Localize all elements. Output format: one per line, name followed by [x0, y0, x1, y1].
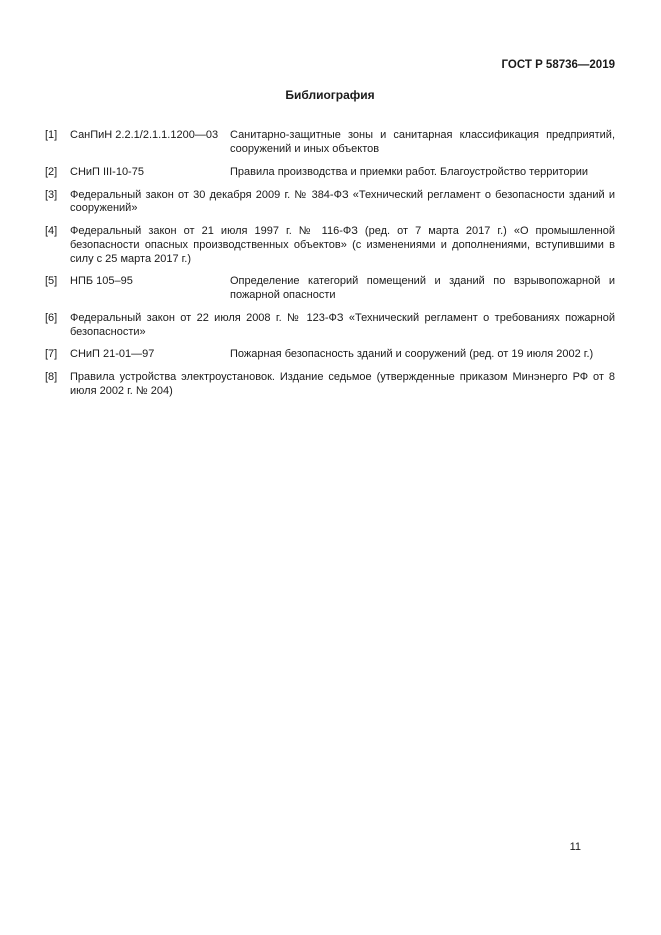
- entry-number: [6]: [45, 311, 58, 324]
- entry-description: Правила устройства электроустановок. Издание седьмое (утвержденные приказом Минэнерго РФ от 8 июля 2002 г. № 204): [70, 371, 615, 397]
- entry-description: Федеральный закон от 22 июля 2008 г. № 123-ФЗ «Технический регламент о требованиях пожарной безопасности»: [70, 311, 615, 338]
- bibliography-entry: [45, 166, 615, 180]
- bibliography-entry: [45, 348, 615, 362]
- entry-description: Правила производства и приемки работ. Благоустройство территории: [230, 165, 588, 178]
- bibliography-list: [45, 129, 615, 398]
- entry-number: [3]: [45, 188, 58, 201]
- entry-designation: СанПиН 2.2.1/2.1.1.1200—03: [70, 129, 219, 142]
- entry-designation: СНиП III-10-75: [70, 165, 144, 178]
- entry-description: Пожарная безопасность зданий и сооружений (ред. от 19 июля 2002 г.): [230, 348, 594, 361]
- entry-description: Определение категорий помещений и зданий по взрывопожарной и пожарной опасности: [230, 275, 615, 302]
- bibliography-entry: [45, 129, 615, 157]
- entry-number: [7]: [45, 348, 58, 361]
- bibliography-entry: [45, 371, 615, 399]
- entry-designation: НПБ 105–95: [70, 275, 133, 288]
- doc-code: ГОСТ Р 58736—2019: [501, 59, 615, 71]
- bibliography-entry: [45, 189, 615, 217]
- entry-description: Федеральный закон от 30 декабря 2009 г. № 384-ФЗ «Технический регламент о безопасности зданий и сооружений»: [70, 188, 615, 215]
- page-title: Библиография: [285, 88, 375, 103]
- entry-number: [4]: [45, 225, 58, 238]
- bibliography-entry: [45, 225, 615, 266]
- entry-number: [2]: [45, 165, 58, 178]
- page-number: 11: [569, 841, 581, 853]
- entry-number: [8]: [45, 371, 58, 384]
- bibliography-entry: [45, 312, 615, 340]
- entry-description: Санитарно-защитные зоны и санитарная классификация предприятий, сооружений и иных объектов: [230, 129, 615, 156]
- entry-number: [1]: [45, 129, 58, 142]
- entry-description: Федеральный закон от 21 июля 1997 г. № 116-ФЗ (ред. от 7 марта 2017 г.) «О промышленной безопасности опасных производственных объектов» (с изменениями и дополнениями, вступившими в силу с 25 марта 2017 г.): [70, 225, 615, 265]
- entry-designation: СНиП 21-01—97: [70, 348, 155, 361]
- entry-number: [5]: [45, 275, 58, 288]
- bibliography-entry: [45, 275, 615, 303]
